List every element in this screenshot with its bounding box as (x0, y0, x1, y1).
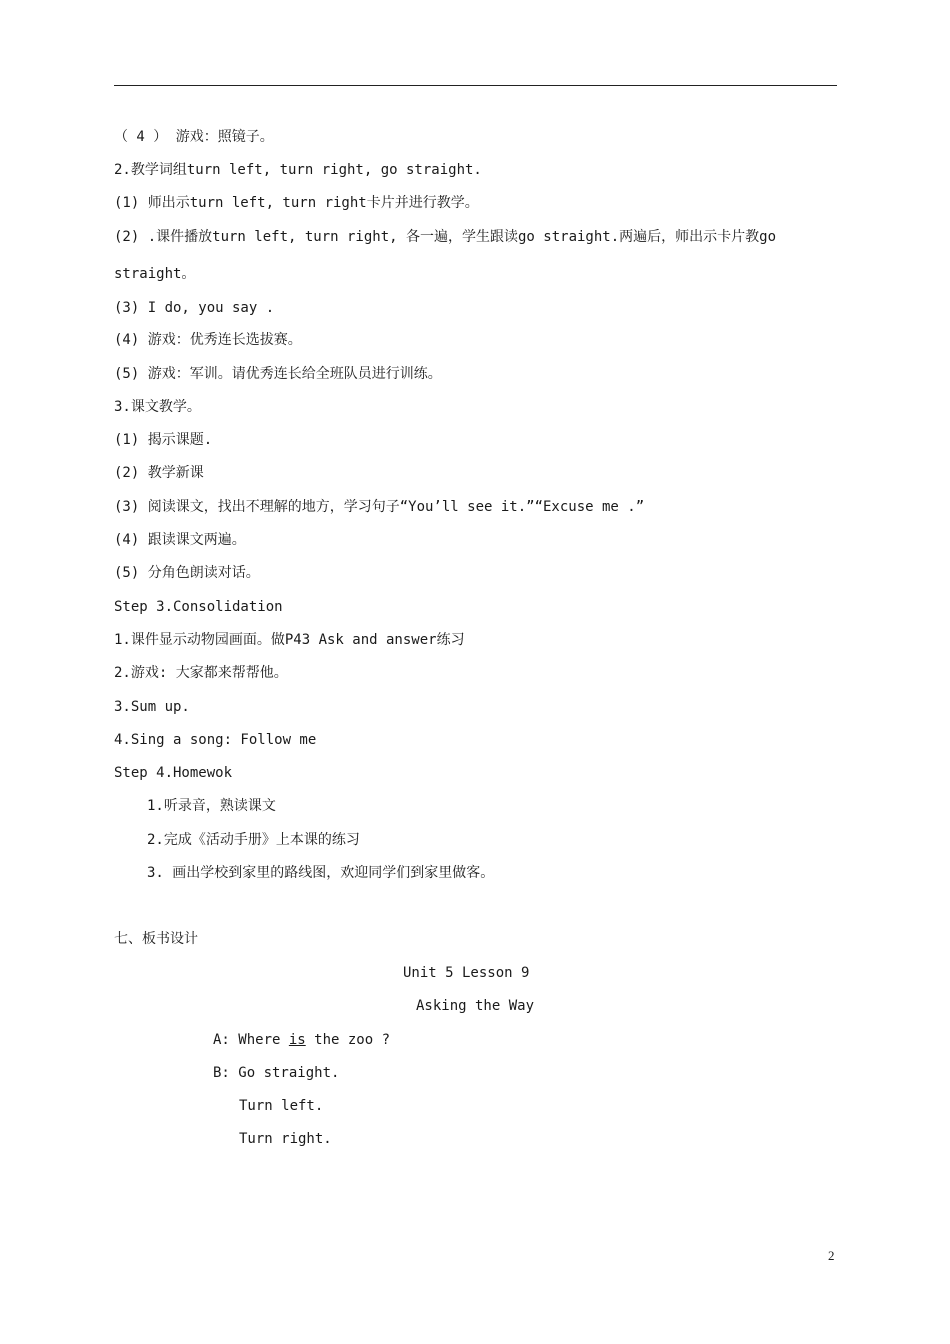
text-line: straight。 (114, 266, 196, 282)
text-line: (4) 游戏：优秀连长选拔赛。 (114, 332, 302, 348)
text-line: (5) 游戏：军训。请优秀连长给全班队员进行训练。 (114, 366, 442, 382)
text-line: 4.Sing a song: Follow me (114, 732, 317, 748)
page-number: 2 (828, 1248, 835, 1263)
text-line: (2) 教学新课 (114, 465, 204, 481)
text-line: (3) I do, you say . (114, 300, 275, 316)
text-line: （ 4 ） 游戏：照镜子。 (114, 129, 274, 145)
board-a-suffix: the zoo ? (305, 1032, 391, 1048)
text-line: 3.课文教学。 (114, 399, 201, 415)
text-line: 2.游戏: 大家都来帮帮他。 (114, 665, 288, 681)
text-line: (5) 分角色朗读对话。 (114, 565, 260, 581)
homework-item: 3. 画出学校到家里的路线图，欢迎同学们到家里做客。 (147, 865, 495, 881)
board-line-b3: Turn right. (239, 1131, 332, 1147)
text-line: (2) .课件播放turn left, turn right, 各一遍，学生跟读go straight.两遍后，师出示卡片教go (114, 229, 777, 245)
board-line-a (213, 1031, 390, 1049)
text-line: 1.课件显示动物园画面。做P43 Ask and answer练习 (114, 632, 465, 648)
board-heading: 七、板书设计 (114, 931, 198, 947)
text-line: Step 4.Homewok (114, 765, 233, 781)
board-line-b1: B: Go straight. (213, 1065, 340, 1081)
board-title-topic: Asking the Way (416, 998, 535, 1014)
board-a-underlined-word: is (288, 1032, 306, 1048)
homework-item: 2.完成《活动手册》上本课的练习 (147, 832, 360, 848)
board-a-prefix: A: Where (213, 1032, 289, 1048)
board-line-b2: Turn left. (239, 1098, 324, 1114)
text-line: (3) 阅读课文，找出不理解的地方，学习句子“You’ll see it.”“Excuse me .” (114, 499, 645, 515)
text-line: Step 3.Consolidation (114, 599, 283, 615)
text-line: 2.教学词组turn left, turn right, go straight. (114, 162, 482, 178)
text-line: 3.Sum up. (114, 699, 190, 715)
text-line: (4) 跟读课文两遍。 (114, 532, 246, 548)
homework-item: 1.听录音，熟读课文 (147, 798, 276, 814)
board-title-unit: Unit 5 Lesson 9 (403, 965, 530, 981)
header-rule (114, 85, 837, 86)
text-line: (1) 揭示课题. (114, 432, 213, 448)
text-line: (1) 师出示turn left, turn right卡片并进行教学。 (114, 195, 479, 211)
